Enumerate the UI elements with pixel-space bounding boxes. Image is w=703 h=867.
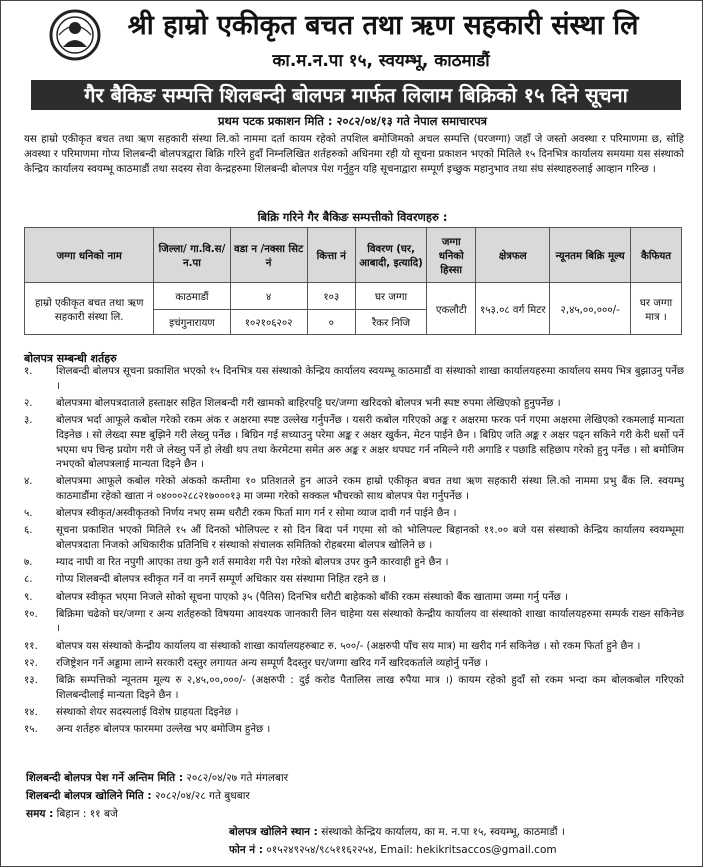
term-text: रजिष्ट्रेशन गर्ने अड्डामा लाग्ने सरकारी दस्तुर लगायत अन्य सम्पूर्ण दैदस्तुर घर/जग्गा खरिद गर्ने खरिदकर्ताले व्यहोर्नु पर्नेछ । (56, 657, 488, 669)
term-number: १३. (24, 674, 38, 686)
list-item (24, 556, 684, 571)
term-number: ७. (24, 557, 33, 569)
publication-date-line (1, 114, 703, 129)
time-value: बिहान : ११ बजे (56, 808, 118, 820)
header-ward: वडा न /नक्सा सिट नं (230, 228, 307, 283)
organization-address: का.म.न.पा १५, स्वयम्भू, काठमाडौं (272, 51, 490, 71)
term-number: ५. (24, 508, 33, 520)
term-number: ८. (24, 574, 33, 586)
term-number: ४. (24, 476, 33, 488)
list-item (24, 475, 684, 505)
term-number: ६. (24, 525, 33, 537)
list-item (24, 365, 684, 395)
term-number: १. (24, 366, 33, 377)
term-text: गोप्य शिलबन्दी बोलपत्र स्वीकृत गर्ने वा नगर्ने सम्पूर्ण अधिकार यस संस्थामा निहित रहने छ । (56, 574, 386, 586)
cell-share: एकलौटी (427, 283, 476, 335)
term-number: ११. (24, 640, 38, 652)
term-text: अन्य शर्तहरु बोलपत्र फारममा उल्लेख भए बमोजिम हुनेछ । (56, 723, 271, 735)
contact-label: फोन नं : (229, 844, 263, 856)
list-item (24, 608, 684, 638)
term-number: १४. (24, 706, 38, 718)
list-item (24, 674, 684, 704)
opening-date (26, 789, 250, 803)
list-item (24, 507, 684, 522)
header-district: जिल्ला/ गा.वि.स/न.पा (154, 228, 230, 283)
cell-district-1: काठमाडौं (154, 283, 230, 310)
term-text: बिक्रिमा चढेको घर/जग्गा र अन्य शर्तहरुको विषयमा आवश्यक जानकारी लिन चाहेमा यस संस्थाको केन्द्रीय कार्यालय वा संस्थाको शाखा कार्यालयहरुमा सम्पर्क राख्न सकिनेछ । (56, 608, 684, 635)
opening-value: २०८२/०४/२८ गते बुधबार (154, 790, 250, 802)
list-item (24, 591, 684, 606)
cell-remarks: घर जग्गा मात्र । (631, 283, 682, 335)
publication-value: २०८२/०४/१३ गते नेपाल समाचारपत्र (336, 114, 487, 128)
terms-heading: बोलपत्र सम्बन्धी शर्तहरु (24, 352, 117, 365)
term-text: म्याद नाघी वा रित नपुगी आएका तथा कुनै शर्त समावेश गरी पेश गरेको बोलपत्र उपर कुनै कारवाही हुने छैन । (56, 557, 449, 569)
list-item (24, 524, 684, 554)
submission-deadline (26, 771, 288, 785)
header-share: जग्गा धनिको हिस्सा (427, 228, 476, 283)
header-owner: जग्गा धनिको नाम (25, 228, 154, 283)
list-item (24, 414, 684, 473)
organization-name: श्री हाम्रो एकीकृत बचत तथा ऋण सहकारी संस्था लि (127, 10, 639, 41)
term-text: बिक्रि सम्पत्तिको न्यूनतम मूल्य रु २,४५,००,०००/- (अक्षरुपी : दुई करोड पैतालिस लाख रुपैया मात्र ।) कायम रहेको हुदाँ सो रकम भन्दा कम बोलकबोल गरिएको शिलबन्दीलाई मान्यता दिइने छैन । (56, 674, 684, 701)
contact-value: ०१५२४९२५४/९८५११६२२५४, Email: hekikritsaccos@gmail.com (266, 844, 557, 856)
cell-ward-1: ४ (230, 283, 307, 310)
contact-info (229, 843, 557, 857)
cell-details-2: रैकर निजि (355, 310, 426, 335)
term-text: सूचना प्रकाशित भएको मितिले १५ औं दिनको भोलिपल्ट र सो दिन बिदा पर्न गएमा सो को भोलिपल्ट बिहानको ११.०० बजे यस संस्थाको केन्द्रिय कार्यालय स्वयम्भूमा बोलपत्रदाता निजको अधिकारीक प्रतिनिधि र संस्थाको संचालक समितिको रोहबरमा बोलपत्र खोलिने छ । (56, 525, 684, 552)
list-item (24, 397, 684, 412)
time-label: समय : (26, 808, 54, 820)
table-row (25, 283, 682, 310)
cell-district-2: इचंगुनारायण (154, 310, 230, 335)
list-item (24, 640, 684, 655)
header-plot: कित्ता नं (307, 228, 355, 283)
venue-label: बोलपत्र खोलिने स्थान : (229, 826, 318, 838)
asset-table-title: बिक्रि गरिने गैर बैकिङ सम्पत्तीको विवरणहरु : (257, 210, 448, 224)
term-text: बोलपत्र यस संस्थाको केन्द्रीय कार्यालय वा संस्थाको शाखा कार्यालयहरुबाट रु. ५००/- (अक्षरुपी पाँच सय मात्र) मा खरीद गर्न सकिनेछ । सो रकम फिर्ता हुने छैन । (56, 640, 641, 652)
header-min-price: न्यूनतम बिक्रि मूल्य (550, 228, 631, 283)
intro-paragraph: यस हाम्रो एकीकृत बचत तथा ऋण सहकारी संस्था लि.को नाममा दर्ता कायम रहेको तपशिल बमोजिमको अचल सम्पत्ति (घरजग्गा) जहाँ जे जस्तो अवस्था र परिमाणमा छ, सोहि अवस्था र परिमाणमा गोप्य शिलबन्दी बोलपत्रद्वारा बिक्रि गरिने हुदाँ निम्नलिखित शर्तहरुको अधिनमा रही यो सूचना प्रकाशन भएको मितिले १५ दिनभित्र कार्यालय समयमा यस संस्थाको केन्द्रिय कार्यालय स्वयम्भू काठमाडौं तथा सदस्य सेवा केन्द्रहरुमा शिलबन्दी बोलपत्र पेश गर्नुहुन यहि सूचनाद्वारा सम्पूर्ण इच्छुक महानुभाव तथा संघ संस्थाहरुलाई आव्हान गरिन्छ । (24, 134, 684, 175)
list-item (24, 657, 684, 672)
header-remarks: कैफियत (631, 228, 682, 283)
deadline-value: २०८२/०४/२७ गते मंगलबार (186, 772, 289, 784)
cell-plot-1: १०३ (307, 283, 355, 310)
term-number: १५. (24, 723, 38, 735)
header-details: विवरण (घर, आबादी, इत्यादि) (355, 228, 426, 283)
list-item (24, 573, 684, 588)
cell-ward-2: १०२१०६२०२ (230, 310, 307, 335)
terms-list (24, 365, 684, 740)
term-text: संस्थाको शेयर सदस्यलाई विशेष ग्राहयता दिइनेछ । (56, 706, 239, 718)
opening-venue (229, 825, 565, 839)
term-number: ९. (24, 591, 33, 603)
cell-plot-2: ० (307, 310, 355, 335)
cell-owner: हाम्रो एकीकृत बचत तथा ऋण सहकारी संस्था लि. (25, 283, 154, 335)
asset-table-header-row (25, 228, 682, 283)
cell-area: १५३.०८ वर्ग मिटर (476, 283, 550, 335)
opening-time (26, 807, 118, 821)
term-text: बोलपत्रमा आफूले कबोल गरेको अंकको कम्तीमा १० प्रतिशतले हुन आउने रकम हाम्रो एकीकृत बचत तथा ऋण सहकारी संस्था लि.को नाममा प्रभु बैंक लि. स्वयम्भु काठमाडौंमा रहेको खाता नं ०४०००२८८२१७०००१३ मा जम्मा गरेको सक्कल भौचरको साथ बोलपत्र पेश गर्नुपर्नेछ । (56, 476, 684, 503)
deadline-label: शिलबन्दी बोलपत्र पेश गर्ने अन्तिम मिति : (26, 772, 184, 784)
notice-header (1, 1, 702, 84)
term-number: ३. (24, 414, 33, 426)
term-number: २. (24, 397, 33, 409)
cooperative-seal-icon (49, 9, 101, 61)
term-text: शिलबन्दी बोलपत्र सूचना प्रकाशित भएको १५ दिनभित्र यस संस्थाको केन्द्रिय कार्यालय स्वयम्भू काठमाडौं वा संस्थाको शाखा कार्यालयहरुमा कार्यालय समय भित्र बुझाउनु पर्नेछ । (56, 366, 684, 392)
cell-min-price: २,४५,००,०००/- (550, 283, 631, 335)
term-text: बोलपत्रमा बोलपत्रदाताले हस्ताक्षर सहित शिलबन्दी गरी खामको बाहिरपट्टि घर/जग्गा खरिदको बोलपत्र भनी स्पष्ट रुपमा लेखिएको हुनुपर्नेछ । (56, 397, 561, 409)
publication-label: प्रथम पटक प्रकाशन मिति : (218, 114, 333, 128)
term-text: बोलपत्र स्वीकृत भएमा निजले सोको सूचना पाएको ३५ (पैतिस) दिनभित्र धरौटी बाहेकको बाँकी रकम संस्थाको बैंक खातामा जम्मा गर्नु पर्नेछ । (56, 591, 568, 603)
notice-title-banner: गैर बैकिङ सम्पत्ति शिलबन्दी बोलपत्र मार्फत लिलाम बिक्रिको १५ दिने सूचना (31, 80, 681, 110)
header-area: क्षेत्रफल (476, 228, 550, 283)
list-item (24, 706, 684, 721)
venue-value: संस्थाको केन्द्रिय कार्यालय, का म. न.पा १५, स्वयम्भू, काठमाडौं । (321, 826, 565, 838)
opening-label: शिलबन्दी बोलपत्र खोलिने मिति : (26, 790, 152, 802)
cell-details-1: घर जग्गा (355, 283, 426, 310)
term-text: बोलपत्र भर्दा आफूले कबोल गरेको रकम अंक र अक्षरमा स्पष्ट उल्लेख गर्नुपर्नेछ । यसरी कबोल गरिएको अङ्क र अक्षरमा फरक पर्न गएमा अक्षरमा लेखिएको रकमलाई मान्यता दिइनेछ । सो लेख्दा स्पष्ट बुझिने गरी लेख्नु पर्नेछ । बिग्रिन गई सच्याउनु परेमा अङ्क र अक्षर खुर्कन, मेटन पाईने छैन । बिग्रिए जति अङ्क र अक्षर पढ्न सकिने गरी केरी धर्सो पर्ने भएमा धप चिन्ह प्रयोग गरी जे लेख्नु पर्ने हो लेखी थप तथा केरमेटमा समेत अरु अङ्क र अक्षर थपघट गर्न नमिल्ने गरी अगाडि र पछाडि सहिछाप गरेको हुनु पर्नेछ । सो बमोजिम नभएको बोलपत्रलाई मान्यता दिइने छैन । (56, 414, 684, 471)
term-text: बोलपत्र स्वीकृत/अस्वीकृतको निर्णय नभए सम्म धरौटी रकम फिर्ता माग गर्न र सोमा व्याज दावी गर्न पाईने छैन । (56, 508, 457, 520)
asset-table (24, 227, 682, 335)
term-number: १२. (24, 657, 38, 669)
term-number: १०. (24, 608, 38, 620)
list-item (24, 723, 684, 738)
